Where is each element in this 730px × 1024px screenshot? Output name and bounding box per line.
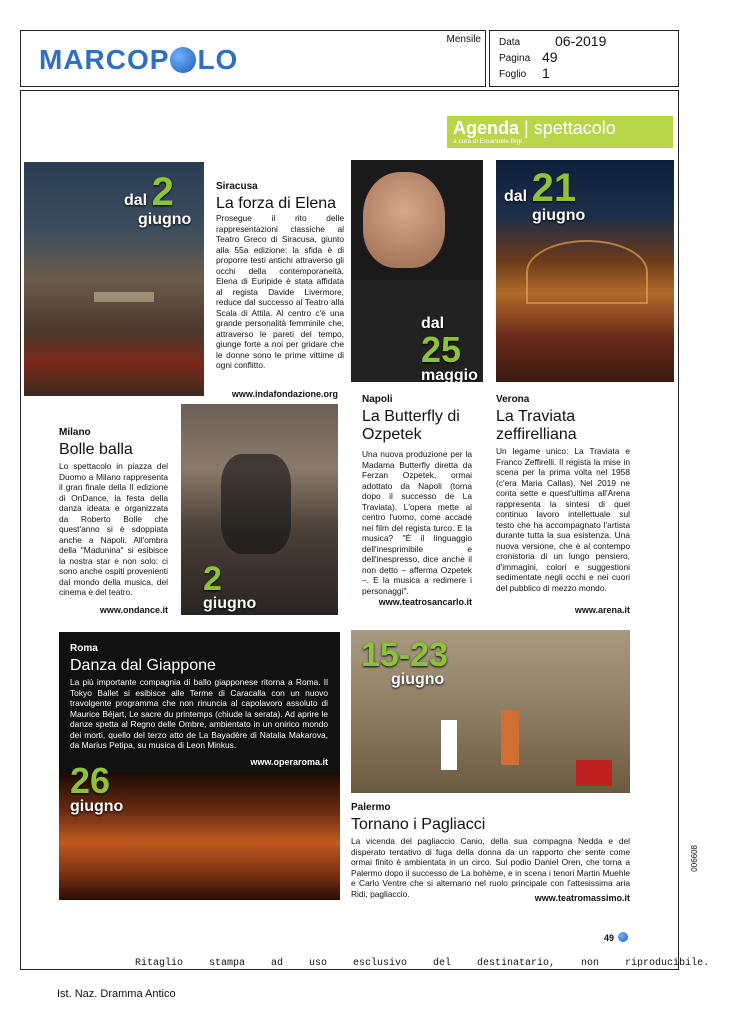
- palermo-body: La vicenda del pagliaccio Canio, della sua compagna Nedda e del disperato tentativo di fuga della donna da un rapporto che sente come ormai finito è ambientata in un circo. Sul podio Daniel Oren, che torna a Palermo dopo il successo de La bohème, e in scena i tenori Martin Muehle e Carlo Ventre che si alternano nel ruolo principale con l'attesissima aria Ridi, pagliaccio.: [351, 836, 630, 899]
- palermo-city: Palermo: [351, 802, 391, 813]
- date-number: 21: [531, 166, 577, 210]
- siracusa-city: Siracusa: [216, 181, 258, 192]
- siracusa-body: Prosegue il rito delle rappresentazioni classiche al Teatro Greco di Siracusa, giunto alla 55a edizione: la sfida è di proporre testi antichi attraverso gli occhi della contemporaneità. Elena di Euripide è stata affidata al regista Davide Livermore, reduce dal successo al Teatro alla Scala di Attila. Al centro c'è una grande personalità femminile che, attraverso le pareti del tempo, giunge forte a noi per gridare che le donne sono le prime vittime di ogni conflitto.: [216, 213, 344, 370]
- milano-title: Bolle balla: [59, 441, 133, 458]
- roma-date: [70, 760, 124, 815]
- date-month: giugno: [532, 207, 586, 224]
- roma-body: La più importante compagnia di ballo giapponese ritorna a Roma. Il Tokyo Ballet si esibisce alle Terme di Caracalla con un nuovo travolgente programma che non rinuncia al capolavoro assoluto di Maurice Béjart, Le sacre du printemps (chiude la serata). Ad aprire le danze spetta al Regno delle Ombre, ambientato in un onirico mondo dei morti, quello del terzo atto de La Bayadère di Natalia Makarova, da Marius Petipa, su musica di Leon Minkus.: [70, 677, 328, 750]
- milano-url: www.ondance.it: [99, 605, 168, 615]
- siracusa-date: [124, 172, 191, 228]
- verona-url: www.arena.it: [574, 605, 630, 615]
- milano-body: Lo spettacolo in piazza del Duomo a Milano rappresenta il gran finale della II edizione di OnDance, la festa della danza ideata e organizzata da Roberto Bolle che quest'anno si è sdoppiata anche a Napoli. All'ombra della "Madunina" si esibisce la nostra star e non solo: ci sono anche ospiti provenienti dal mondo della musica, del cinema e del teatro.: [59, 461, 168, 597]
- date-month: maggio: [421, 367, 478, 382]
- roma-title: Danza dal Giappone: [70, 657, 216, 674]
- siracusa-title: La forza di Elena: [216, 195, 337, 212]
- date-number: 2: [151, 170, 174, 214]
- roma-city: Roma: [70, 643, 98, 654]
- page-number: [604, 932, 629, 943]
- agenda-title: [453, 118, 616, 139]
- palermo-url: www.teatromassimo.it: [534, 893, 630, 903]
- napoli-city: Napoli: [362, 394, 393, 405]
- page-value: 49: [542, 49, 558, 65]
- verona-date: [504, 168, 585, 224]
- header-meta-box: [489, 30, 679, 87]
- date-month: giugno: [391, 671, 445, 688]
- agenda-title-rest: | spettacolo: [519, 118, 616, 138]
- date-month: giugno: [138, 211, 192, 228]
- verona-photo: [496, 160, 674, 382]
- date-value: 06-2019: [555, 33, 607, 49]
- siracusa-url: www.indafondazione.org: [231, 389, 338, 399]
- date-month: giugno: [203, 595, 257, 612]
- date-prefix: dal: [124, 192, 148, 209]
- siracusa-photo: [24, 162, 204, 396]
- header-logo-box: [20, 30, 486, 87]
- napoli-date: [421, 316, 478, 382]
- agenda-banner: [447, 116, 673, 148]
- roma-url: www.operaroma.it: [250, 757, 328, 767]
- frequency-label: Mensile: [446, 34, 481, 45]
- source-label: Ist. Naz. Dramma Antico: [57, 988, 176, 1000]
- palermo-title: Tornano i Pagliacci: [351, 816, 486, 833]
- palermo-photo: [351, 630, 630, 793]
- date-number: 26: [70, 760, 111, 801]
- milano-photo: [181, 404, 338, 615]
- verona-body: Un legame unico: La Traviata e Franco Zeffirelli. Il regista la mise in scena per la prima volta nel 1958 (c'era Maria Callas). Nel 2019 ne conta sette e quest'ultima all'Arena rappresenta la sintesi di quel continuo lavoro intellettuale sul testo che ha accompagnato l'artista durante tutta la sua esistenza. Una nuova versione, che è al contempo cronistoria di un lungo pensiero, d'immagini, colori e suggestioni sedimentate negli occhi e nei cuori del pubblico di mezzo mondo.: [496, 446, 630, 593]
- agenda-title-bold: Agenda: [453, 118, 520, 138]
- milano-date: [203, 562, 256, 612]
- date-number: 15-23: [361, 636, 448, 674]
- verona-city: Verona: [496, 394, 530, 405]
- page-number-text: 49: [604, 933, 615, 943]
- date-number: 25: [421, 329, 462, 370]
- date-label: Data: [499, 37, 521, 48]
- agenda-curator: a cura di Emanuele Bigi: [453, 138, 522, 145]
- palermo-date: [361, 638, 448, 688]
- sheet-label: Foglio: [499, 69, 527, 80]
- date-number: 2: [203, 560, 222, 598]
- date-prefix: dal: [421, 315, 445, 332]
- napoli-photo: [351, 160, 483, 382]
- page-label: Pagina: [499, 53, 531, 64]
- footer-notice: Ritaglio stampa ad uso esclusivo del destinatario, non riproducibile.: [135, 958, 710, 969]
- napoli-url: www.teatrosancarlo.it: [378, 597, 472, 607]
- napoli-body: Una nuova produzione per la Madama Butterfly diretta da Ferzan Ozpetek, ormai adottato da Napoli (torna dopo il successo de La Traviata). L'opera mette al centro l'uomo, come accade nei film del regista turco. E la musica? "È il linguaggio dell'inesprimibile e dell'inespresso, dice anche il non detto – afferma Ozpetek –. E la musica a redimere i personaggi".: [362, 449, 472, 596]
- publication-logo: [39, 44, 238, 76]
- napoli-title: La Butterfly di Ozpetek: [362, 408, 460, 443]
- milano-city: Milano: [59, 427, 91, 438]
- logo-text-right: LO: [197, 44, 239, 75]
- globe-icon: [170, 47, 196, 73]
- globe-icon: [618, 932, 628, 942]
- logo-text-left: MARCOP: [39, 44, 170, 75]
- side-code: 006608: [690, 845, 699, 872]
- sheet-value: 1: [542, 65, 550, 81]
- verona-title: La Traviata zeffirelliana: [496, 408, 577, 443]
- date-prefix: dal: [504, 188, 528, 205]
- date-month: giugno: [70, 798, 124, 815]
